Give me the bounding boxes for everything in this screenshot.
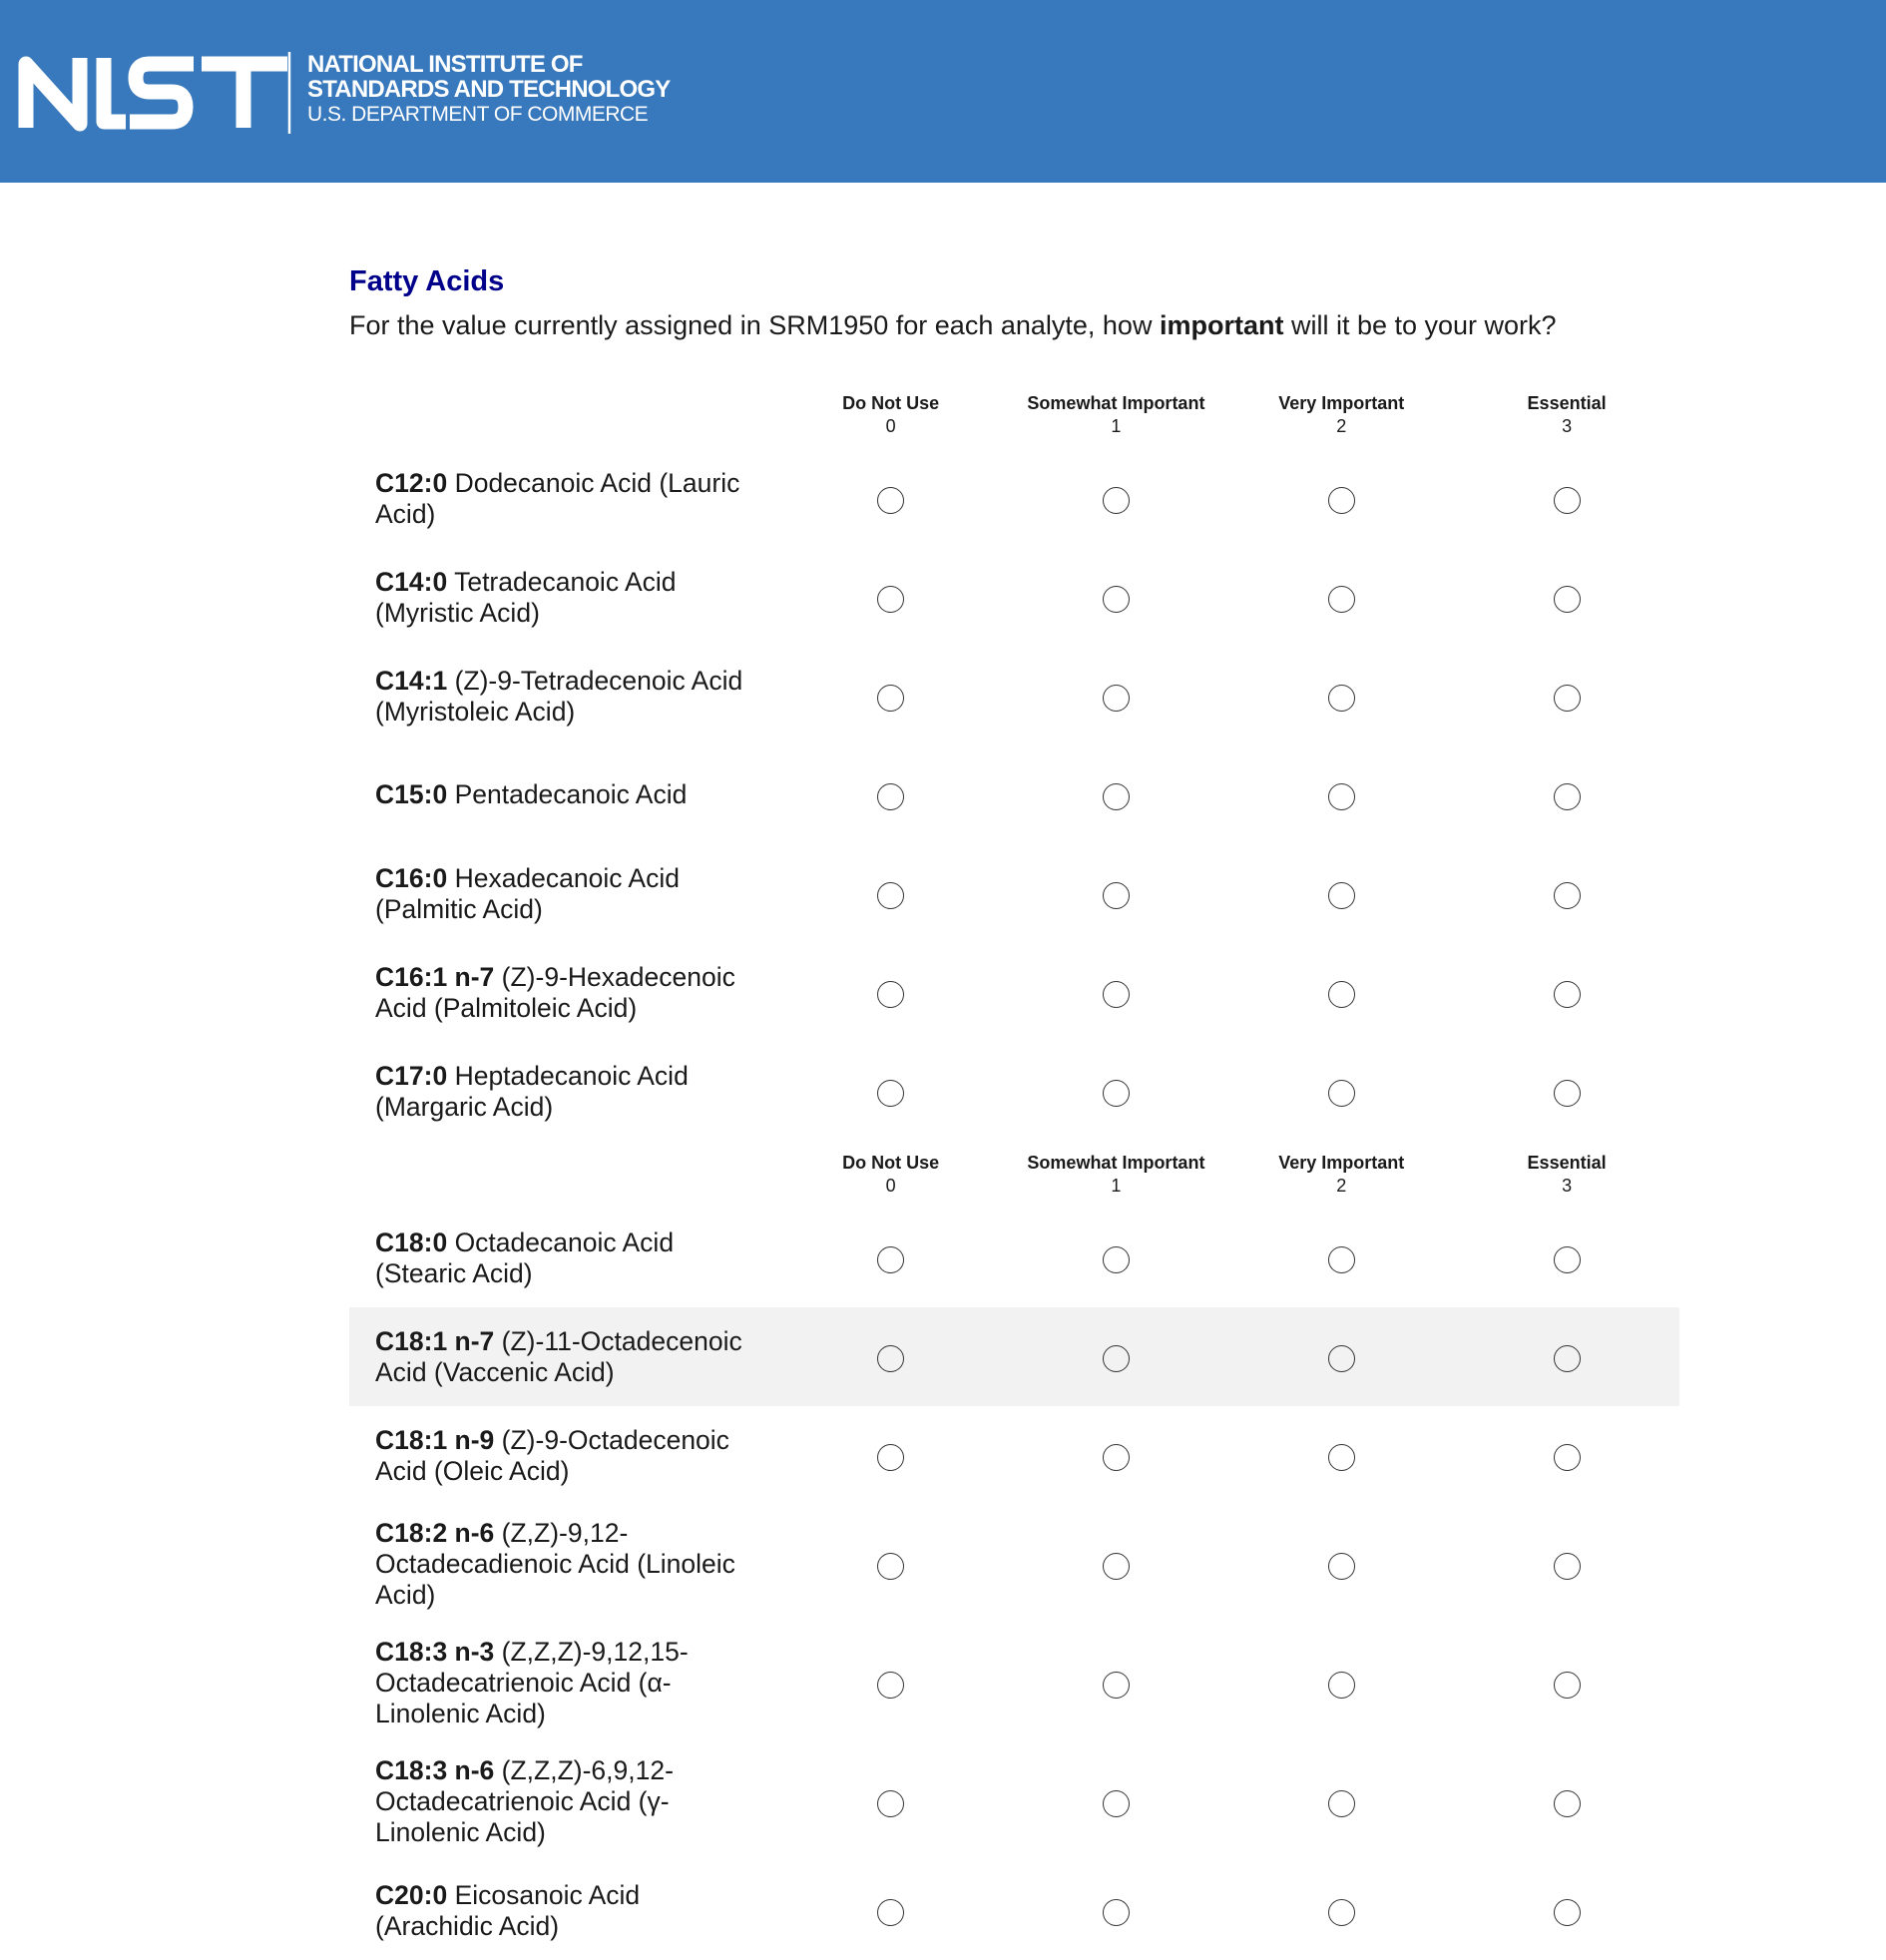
column-header-row [349,1141,1679,1209]
column-label: Essential [1527,1153,1607,1173]
analyte-row [349,1624,1679,1742]
column-value: 0 [885,416,896,436]
rating-radio-2[interactable] [1328,1553,1355,1580]
analyte-name: Dodecanoic Acid (Lauric Acid) [375,467,740,529]
rating-radio-3[interactable] [1554,1246,1581,1273]
analyte-label [349,449,778,548]
agency-line-3: U.S. DEPARTMENT OF COMMERCE [307,103,649,126]
rating-radio-1[interactable] [1103,1553,1130,1580]
column-header [778,1141,1004,1209]
option-cell [1228,1505,1454,1624]
rating-radio-3[interactable] [1554,1080,1581,1107]
rating-radio-2[interactable] [1328,1790,1355,1817]
analyte-name: (Z,Z)-9,12-Octadecadienoic Acid (Linoleic Acid) [375,1518,735,1610]
option-cell [1454,844,1679,943]
analyte-code: C17:0 [375,1060,448,1091]
analyte-code: C12:0 [375,467,448,498]
option-cell [778,745,1004,844]
rating-radio-0[interactable] [877,1345,904,1372]
option-cell [1004,548,1229,647]
option-cell [778,1742,1004,1861]
rating-radio-3[interactable] [1554,981,1581,1008]
rating-radio-0[interactable] [877,1553,904,1580]
column-value: 0 [885,1176,896,1196]
rating-radio-1[interactable] [1103,1444,1130,1471]
analyte-row [349,1742,1679,1861]
analyte-label [349,1307,778,1406]
rating-radio-0[interactable] [877,586,904,613]
rating-radio-2[interactable] [1328,981,1355,1008]
rating-radio-1[interactable] [1103,1672,1130,1699]
analyte-row [349,1209,1679,1307]
column-header-row [349,381,1679,449]
rating-radio-1[interactable] [1103,1790,1130,1817]
rating-radio-1[interactable] [1103,981,1130,1008]
option-cell [1004,1042,1229,1141]
option-cell [1228,745,1454,844]
question-text: For the value currently assigned in SRM1950 for each analyte, how [349,310,1160,340]
option-cell [778,1505,1004,1624]
option-cell [1004,1406,1229,1505]
section-question [349,310,1679,341]
agency-line-2: STANDARDS AND TECHNOLOGY [307,76,671,103]
option-cell [778,943,1004,1042]
option-cell [778,1307,1004,1406]
option-cell [1228,647,1454,745]
rating-radio-2[interactable] [1328,1246,1355,1273]
rating-radio-2[interactable] [1328,1672,1355,1699]
option-cell [778,1624,1004,1742]
analyte-row [349,1307,1679,1406]
analyte-code: C16:1 n-7 [375,961,495,992]
rating-radio-2[interactable] [1328,882,1355,909]
rating-radio-3[interactable] [1554,487,1581,514]
analyte-code: C20:0 [375,1879,448,1910]
survey-section [349,265,1679,1960]
option-cell [1004,1861,1229,1960]
option-cell [778,1209,1004,1307]
rating-radio-0[interactable] [877,1444,904,1471]
rating-radio-1[interactable] [1103,685,1130,712]
analyte-code: C16:0 [375,862,448,893]
analyte-label [349,1624,778,1742]
column-header [1228,1141,1454,1209]
analyte-name: Heptadecanoic Acid (Margaric Acid) [375,1060,689,1122]
rating-radio-0[interactable] [877,783,904,810]
option-cell [1454,943,1679,1042]
option-cell [1228,1406,1454,1505]
rating-radio-1[interactable] [1103,1080,1130,1107]
option-cell [1228,1624,1454,1742]
analyte-name: (Z)-9-Tetradecenoic Acid (Myristoleic Acid) [375,665,743,727]
rating-radio-3[interactable] [1554,1444,1581,1471]
column-header [1454,381,1679,449]
site-header [0,0,1886,183]
column-label: Do Not Use [842,393,940,413]
column-label: Essential [1527,393,1607,413]
column-value: 1 [1111,1176,1122,1196]
rating-radio-1[interactable] [1103,1899,1130,1926]
analyte-row [349,1505,1679,1624]
analyte-row [349,943,1679,1042]
option-cell [1004,1505,1229,1624]
option-cell [1004,1742,1229,1861]
option-cell [1454,1406,1679,1505]
rating-radio-1[interactable] [1103,586,1130,613]
option-cell [1228,449,1454,548]
rating-radio-1[interactable] [1103,882,1130,909]
analyte-name: (Z)-9-Octadecenoic Acid (Oleic Acid) [375,1424,729,1486]
option-cell [1454,1307,1679,1406]
option-cell [778,1861,1004,1960]
column-value: 3 [1562,1176,1573,1196]
analyte-code: C18:1 n-9 [375,1424,495,1455]
agency-line-1: NATIONAL INSTITUTE OF [307,51,583,78]
rating-radio-3[interactable] [1554,1790,1581,1817]
analyte-label [349,1042,778,1141]
analyte-row [349,548,1679,647]
rating-radio-2[interactable] [1328,1899,1355,1926]
rating-radio-0[interactable] [877,882,904,909]
analyte-name: Octadecanoic Acid (Stearic Acid) [375,1226,675,1288]
option-cell [1228,1742,1454,1861]
rating-radio-2[interactable] [1328,1345,1355,1372]
rating-radio-0[interactable] [877,981,904,1008]
option-cell [1454,1861,1679,1960]
option-cell [1228,1209,1454,1307]
rating-radio-0[interactable] [877,1899,904,1926]
analyte-row [349,1406,1679,1505]
analyte-label [349,1406,778,1505]
column-header [1228,381,1454,449]
rating-radio-3[interactable] [1554,586,1581,613]
column-label: Very Important [1278,1153,1405,1173]
section-title: Fatty Acids [349,265,505,297]
analyte-code: C15:0 [375,779,448,809]
rating-matrix [349,381,1679,1960]
option-cell [1228,1861,1454,1960]
option-cell [1004,647,1229,745]
option-cell [1004,1209,1229,1307]
analyte-name: Hexadecanoic Acid (Palmitic Acid) [375,862,680,924]
analyte-name: Pentadecanoic Acid [454,779,688,809]
option-cell [1454,449,1679,548]
rating-radio-0[interactable] [877,1672,904,1699]
rating-radio-2[interactable] [1328,586,1355,613]
option-cell [1004,745,1229,844]
analyte-name: (Z)-9-Hexadecenoic Acid (Palmitoleic Acid) [375,961,735,1023]
analyte-name: (Z)-11-Octadecenoic Acid (Vaccenic Acid) [375,1325,742,1387]
nist-logo[interactable] [18,52,297,139]
analyte-name: Eicosanoic Acid (Arachidic Acid) [375,1879,641,1941]
option-cell [1454,1209,1679,1307]
option-cell [1004,449,1229,548]
analyte-code: C14:0 [375,566,448,597]
option-cell [778,548,1004,647]
column-value: 3 [1562,416,1573,436]
option-cell [1454,745,1679,844]
column-value: 2 [1336,416,1347,436]
column-label: Somewhat Important [1027,1153,1205,1173]
rating-radio-3[interactable] [1554,882,1581,909]
option-cell [1454,647,1679,745]
option-cell [1228,844,1454,943]
analyte-label [349,1742,778,1861]
option-cell [1004,1307,1229,1406]
analyte-code: C18:3 n-3 [375,1637,495,1667]
analyte-label [349,1209,778,1307]
rating-radio-1[interactable] [1103,1246,1130,1273]
rating-radio-3[interactable] [1554,1899,1581,1926]
analyte-code: C14:1 [375,665,448,696]
rating-radio-0[interactable] [877,487,904,514]
analyte-name: (Z,Z,Z)-9,12,15-Octadecatrienoic Acid (α-Linolenic Acid) [375,1637,689,1728]
analyte-code: C18:2 n-6 [375,1518,495,1548]
rating-radio-2[interactable] [1328,1444,1355,1471]
analyte-code: C18:1 n-7 [375,1325,495,1356]
column-value: 1 [1111,416,1122,436]
analyte-name: Tetradecanoic Acid (Myristic Acid) [375,566,677,628]
option-cell [778,1042,1004,1141]
rating-radio-3[interactable] [1554,1553,1581,1580]
rating-radio-3[interactable] [1554,783,1581,810]
question-text-end: will it be to your work? [1283,310,1557,340]
rating-radio-0[interactable] [877,685,904,712]
option-cell [1004,1624,1229,1742]
analyte-label [349,548,778,647]
analyte-label [349,943,778,1042]
column-header [1004,1141,1229,1209]
column-header [1454,1141,1679,1209]
column-label: Somewhat Important [1027,393,1205,413]
rating-radio-3[interactable] [1554,1345,1581,1372]
column-header [778,381,1004,449]
rating-radio-0[interactable] [877,1790,904,1817]
rating-radio-3[interactable] [1554,685,1581,712]
analyte-name: (Z,Z,Z)-6,9,12-Octadecatrienoic Acid (γ-Linolenic Acid) [375,1755,674,1847]
analyte-code: C18:3 n-6 [375,1755,495,1785]
question-emphasis: important [1159,310,1284,340]
rating-radio-1[interactable] [1103,783,1130,810]
rating-radio-1[interactable] [1103,1345,1130,1372]
option-cell [1228,1307,1454,1406]
option-cell [1454,1624,1679,1742]
option-cell [778,1406,1004,1505]
analyte-label [349,647,778,745]
analyte-row [349,844,1679,943]
rating-radio-2[interactable] [1328,487,1355,514]
rating-radio-0[interactable] [877,1246,904,1273]
label-header [349,381,778,449]
column-label: Do Not Use [842,1153,940,1173]
rating-radio-2[interactable] [1328,1080,1355,1107]
analyte-row [349,1861,1679,1960]
option-cell [1228,548,1454,647]
analyte-code: C18:0 [375,1226,448,1257]
option-cell [1004,943,1229,1042]
option-cell [1454,548,1679,647]
option-cell [778,647,1004,745]
option-cell [1454,1742,1679,1861]
rating-radio-3[interactable] [1554,1672,1581,1699]
option-cell [1004,844,1229,943]
option-cell [1228,1042,1454,1141]
analyte-label [349,745,778,844]
rating-radio-1[interactable] [1103,487,1130,514]
option-cell [778,844,1004,943]
column-header [1004,381,1229,449]
rating-radio-2[interactable] [1328,685,1355,712]
rating-radio-2[interactable] [1328,783,1355,810]
column-value: 2 [1336,1176,1347,1196]
analyte-row [349,1042,1679,1141]
analyte-row [349,745,1679,844]
analyte-row [349,449,1679,548]
analyte-label [349,1505,778,1624]
option-cell [778,449,1004,548]
column-label: Very Important [1278,393,1405,413]
option-cell [1228,943,1454,1042]
analyte-row [349,647,1679,745]
analyte-label [349,1861,778,1960]
option-cell [1454,1505,1679,1624]
analyte-label [349,844,778,943]
rating-radio-0[interactable] [877,1080,904,1107]
agency-name [307,52,670,127]
label-header [349,1141,778,1209]
option-cell [1454,1042,1679,1141]
